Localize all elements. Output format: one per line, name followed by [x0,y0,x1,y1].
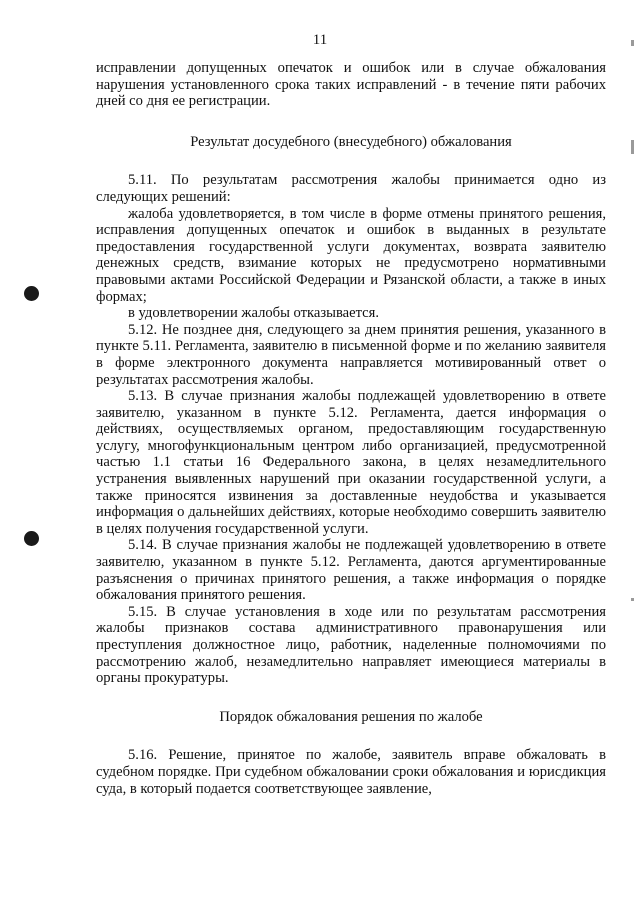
document-body [96,60,606,797]
paragraph-5-12: 5.12. Не позднее дня, следующего за днем принятия решения, указанного в пункте 5.11. Регламента, заявителю в письменной форме и по желанию заявителя в форме электронного документа направляется мотивированный ответ о результатах рассмотрения жалобы. [96,321,606,388]
paragraph-5-16: 5.16. Решение, принятое по жалобе, заявитель вправе обжаловать в судебном порядке. При судебном обжаловании сроки обжалования и юрисдикция суда, в который подается соответствующее заявление, [96,747,606,797]
paragraph-5-15: 5.15. В случае установления в ходе или по результатам рассмотрения жалобы признаков состава административного правонарушения или преступления должностное лицо, работник, наделенные полномочиями по рассмотрению жалоб, незамедлительно направляет имеющиеся материалы в органы прокуратуры. [96,603,606,687]
page-number: 11 [312,32,328,48]
punch-hole-top [24,286,39,301]
paragraph-5-11: 5.11. По результатам рассмотрения жалобы принимается одно из следующих решений: [96,172,606,205]
paragraph-5-13: 5.13. В случае признания жалобы подлежащей удовлетворению в ответе заявителю, указанном в пункте 5.12. Регламента, дается информация о действиях, осуществляемых органом, предоставляющим государственную услугу, многофункциональным центром либо организацией, предусмотренной частью 1.1 статьи 16 Федерального закона, в целях незамедлительного устранения выявленных нарушений при оказании государственной услуги, а также приносятся извинения за доставленные неудобства и указывается информация о дальнейших действиях, которые необходимо совершить заявителю в целях получения государственной услуги. [96,388,606,537]
scan-edge-mark [631,598,634,601]
paragraph-complaint-satisfied: жалоба удовлетворяется, в том числе в форме отмены принятого решения, исправления допущенных опечаток и ошибок в выданных в результате предоставления государственной услуги документах, возврата заявителю денежных средств, взимание которых не предусмотрено нормативными правовыми актами Российской Федерации и Рязанской области, а также в иных формах; [96,205,606,305]
section-heading-pretrial-result: Результат досудебного (внесудебного) обжалования [190,133,512,150]
paragraph-continuation: исправлении допущенных опечаток и ошибок или в случае обжалования нарушения установленного срока таких исправлений - в течение пяти рабочих дней со дня ее регистрации. [96,60,606,110]
paragraph-5-14: 5.14. В случае признания жалобы не подлежащей удовлетворению в ответе заявителю, указанном в пункте 5.12. Регламента, даются аргументированные разъяснения о причинах принятого решения, а также информация о порядке обжалования принятого решения. [96,537,606,604]
punch-hole-bottom [24,531,39,546]
scan-edge-mark [631,140,634,154]
scan-edge-mark [631,40,634,46]
paragraph-complaint-rejected: в удовлетворении жалобы отказывается. [128,305,380,322]
section-heading-appeal-procedure: Порядок обжалования решения по жалобе [219,708,483,725]
